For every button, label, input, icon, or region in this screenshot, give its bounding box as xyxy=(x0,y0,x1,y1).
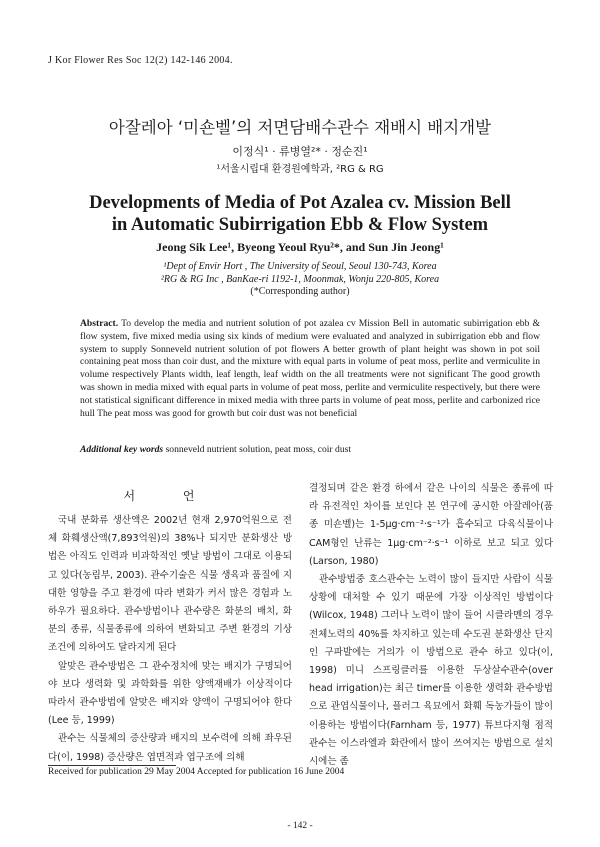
english-title-line-2: in Automatic Subirrigation Ebb & Flow System xyxy=(111,215,489,235)
english-affiliation-1: ¹Dept of Envir Hort , The University of Seoul, Seoul 130-743, Korea xyxy=(163,261,437,272)
keywords-label: Additional key words xyxy=(80,444,164,455)
abstract-label: Abstract. xyxy=(80,318,119,329)
paragraph: 결정되며 같은 환경 하에서 같은 나이의 식물은 종류에 따라 유전적인 차이를 보인다 본 연구에 공시한 아잘레아(품종 미숀벨)는 1-5μg·cm⁻²·s⁻¹가 흡수되고 다육식물이나 CAM형인 난류는 1μg·cm⁻²·s⁻¹ 이하로 보고 되고 있다(Larson, 1980) xyxy=(309,483,553,567)
korean-affiliation: ¹서울시립대 환경원예학과, ²RG & RG xyxy=(216,164,384,175)
body-column-left xyxy=(48,512,292,767)
paragraph: 관수는 식물체의 증산량과 배지의 보수력에 의해 좌우된다(이, 1998) 증산량은 엽면적과 엽구조에 의해 xyxy=(48,733,292,763)
paragraph: 관수방법중 호스관수는 노력이 많이 들지만 사람이 식물상황에 대처할 수 있기 때문에 가장 이상적인 방법이다(Wilcox, 1948) 그러나 노력이 많이 들어 시클라멘의 경우 전체노력의 40%를 차지하고 있는데 수도권 분화생산 단지인 구파발에는 거의가 이 방법으로 관수 하고 있다(이, 1998) 미니 스프링클러를 이용한 두상살수관수(over head irrigation)는 최근 timer를 이용한 생력화 관수방법으로 관엽식물이나, 플러그 육묘에서 화훼 독농가들이 많이 이용하는 방법이다(Farnham 등, 1977) 튜브다지형 점적관수는 이스라엘과 화란에서 많이 쓰여지는 방법으로 설치시에는 좀 xyxy=(309,574,553,768)
english-title xyxy=(0,192,600,236)
keywords xyxy=(80,444,540,455)
footnote-rule xyxy=(48,765,176,766)
english-title-line-1: Developments of Media of Pot Azalea cv. Mission Bell xyxy=(89,193,511,213)
abstract-text: To develop the media and nutrient solution of pot azalea cv Mission Bell in automatic subirrigation ebb & flow system, five mixed media using six kinds of medium were evaluated and analyzed in subirrigation ebb and flow system to supply Sonneveld nutrient solution of pot flowers A better growth of plant height was shown in pot soil containing peat moss than coir dust, and the mixture with equal parts in volume of peat moss, perlite and vermiculite in volume respectively Plants width, leaf length, leaf width on the all treatments were not significant The good growth was shown in media mixed with equal parts in volume of peat moss, perlite and vermiculite respectively, but there were not statistical significant difference in mixed media with three parts in volume of peat moss, perlite and carbonized rice hull The peat moss was good for growth but coir dust was not beneficial xyxy=(80,318,540,419)
korean-authors: 이정식¹ · 류병열²* · 정순진¹ xyxy=(232,145,368,158)
abstract xyxy=(80,318,540,420)
english-affiliation-2: ²RG & RG Inc , BanKae-ri 1192-1, Moonmak, Wonju 220-805, Korea xyxy=(160,274,440,285)
corresponding-author-note: (*Corresponding author) xyxy=(250,286,350,297)
body-column-right xyxy=(309,480,553,771)
received-note: Received for publication 29 May 2004 Accepted for publication 16 June 2004 xyxy=(48,767,345,777)
english-authors: Jeong Sik Lee¹, Byeong Yeoul Ryu²*, and Sun Jin Jeong¹ xyxy=(156,240,444,254)
section-heading-introduction: 서 언 xyxy=(123,489,217,503)
paragraph: 국내 분화류 생산액은 2002년 현재 2,970억원으로 전체 화훼생산액(7,893억원)의 38%나 되지만 분화생산 방법은 아직도 인력과 비과학적인 옛날 방법이 그대로 이용되고 있다(농림부, 2003). 관수기술은 식물 생육과 품질에 지대한 영향을 주고 환경에 따라 변화가 커서 많은 경험과 노하우가 필요하다. 관수방법이나 관수량은 화분의 배치, 화분의 종류, 식물종류에 의하여 변화되고 주변 환경의 기상조건에 의하여도 달라지게 된다 xyxy=(48,515,292,654)
paragraph: 알맞은 관수방법은 그 관수정치에 맞는 배지가 구명되어야 보다 생력화 및 과학화를 위한 양액재배가 이상적이다 따라서 관수방법에 알맞은 배지와 양액이 구명되어야 한다(Lee 등, 1999) xyxy=(48,660,292,727)
journal-citation: J Kor Flower Res Soc 12(2) 142-146 2004. xyxy=(48,55,233,66)
english-affiliations xyxy=(0,260,600,286)
korean-title: 아잘레아 ‘미숀벨’의 저면담배수관수 재배시 배지개발 xyxy=(108,118,492,137)
page-number: - 142 - xyxy=(287,821,313,831)
keywords-text: sonneveld nutrient solution, peat moss, coir dust xyxy=(165,444,352,455)
